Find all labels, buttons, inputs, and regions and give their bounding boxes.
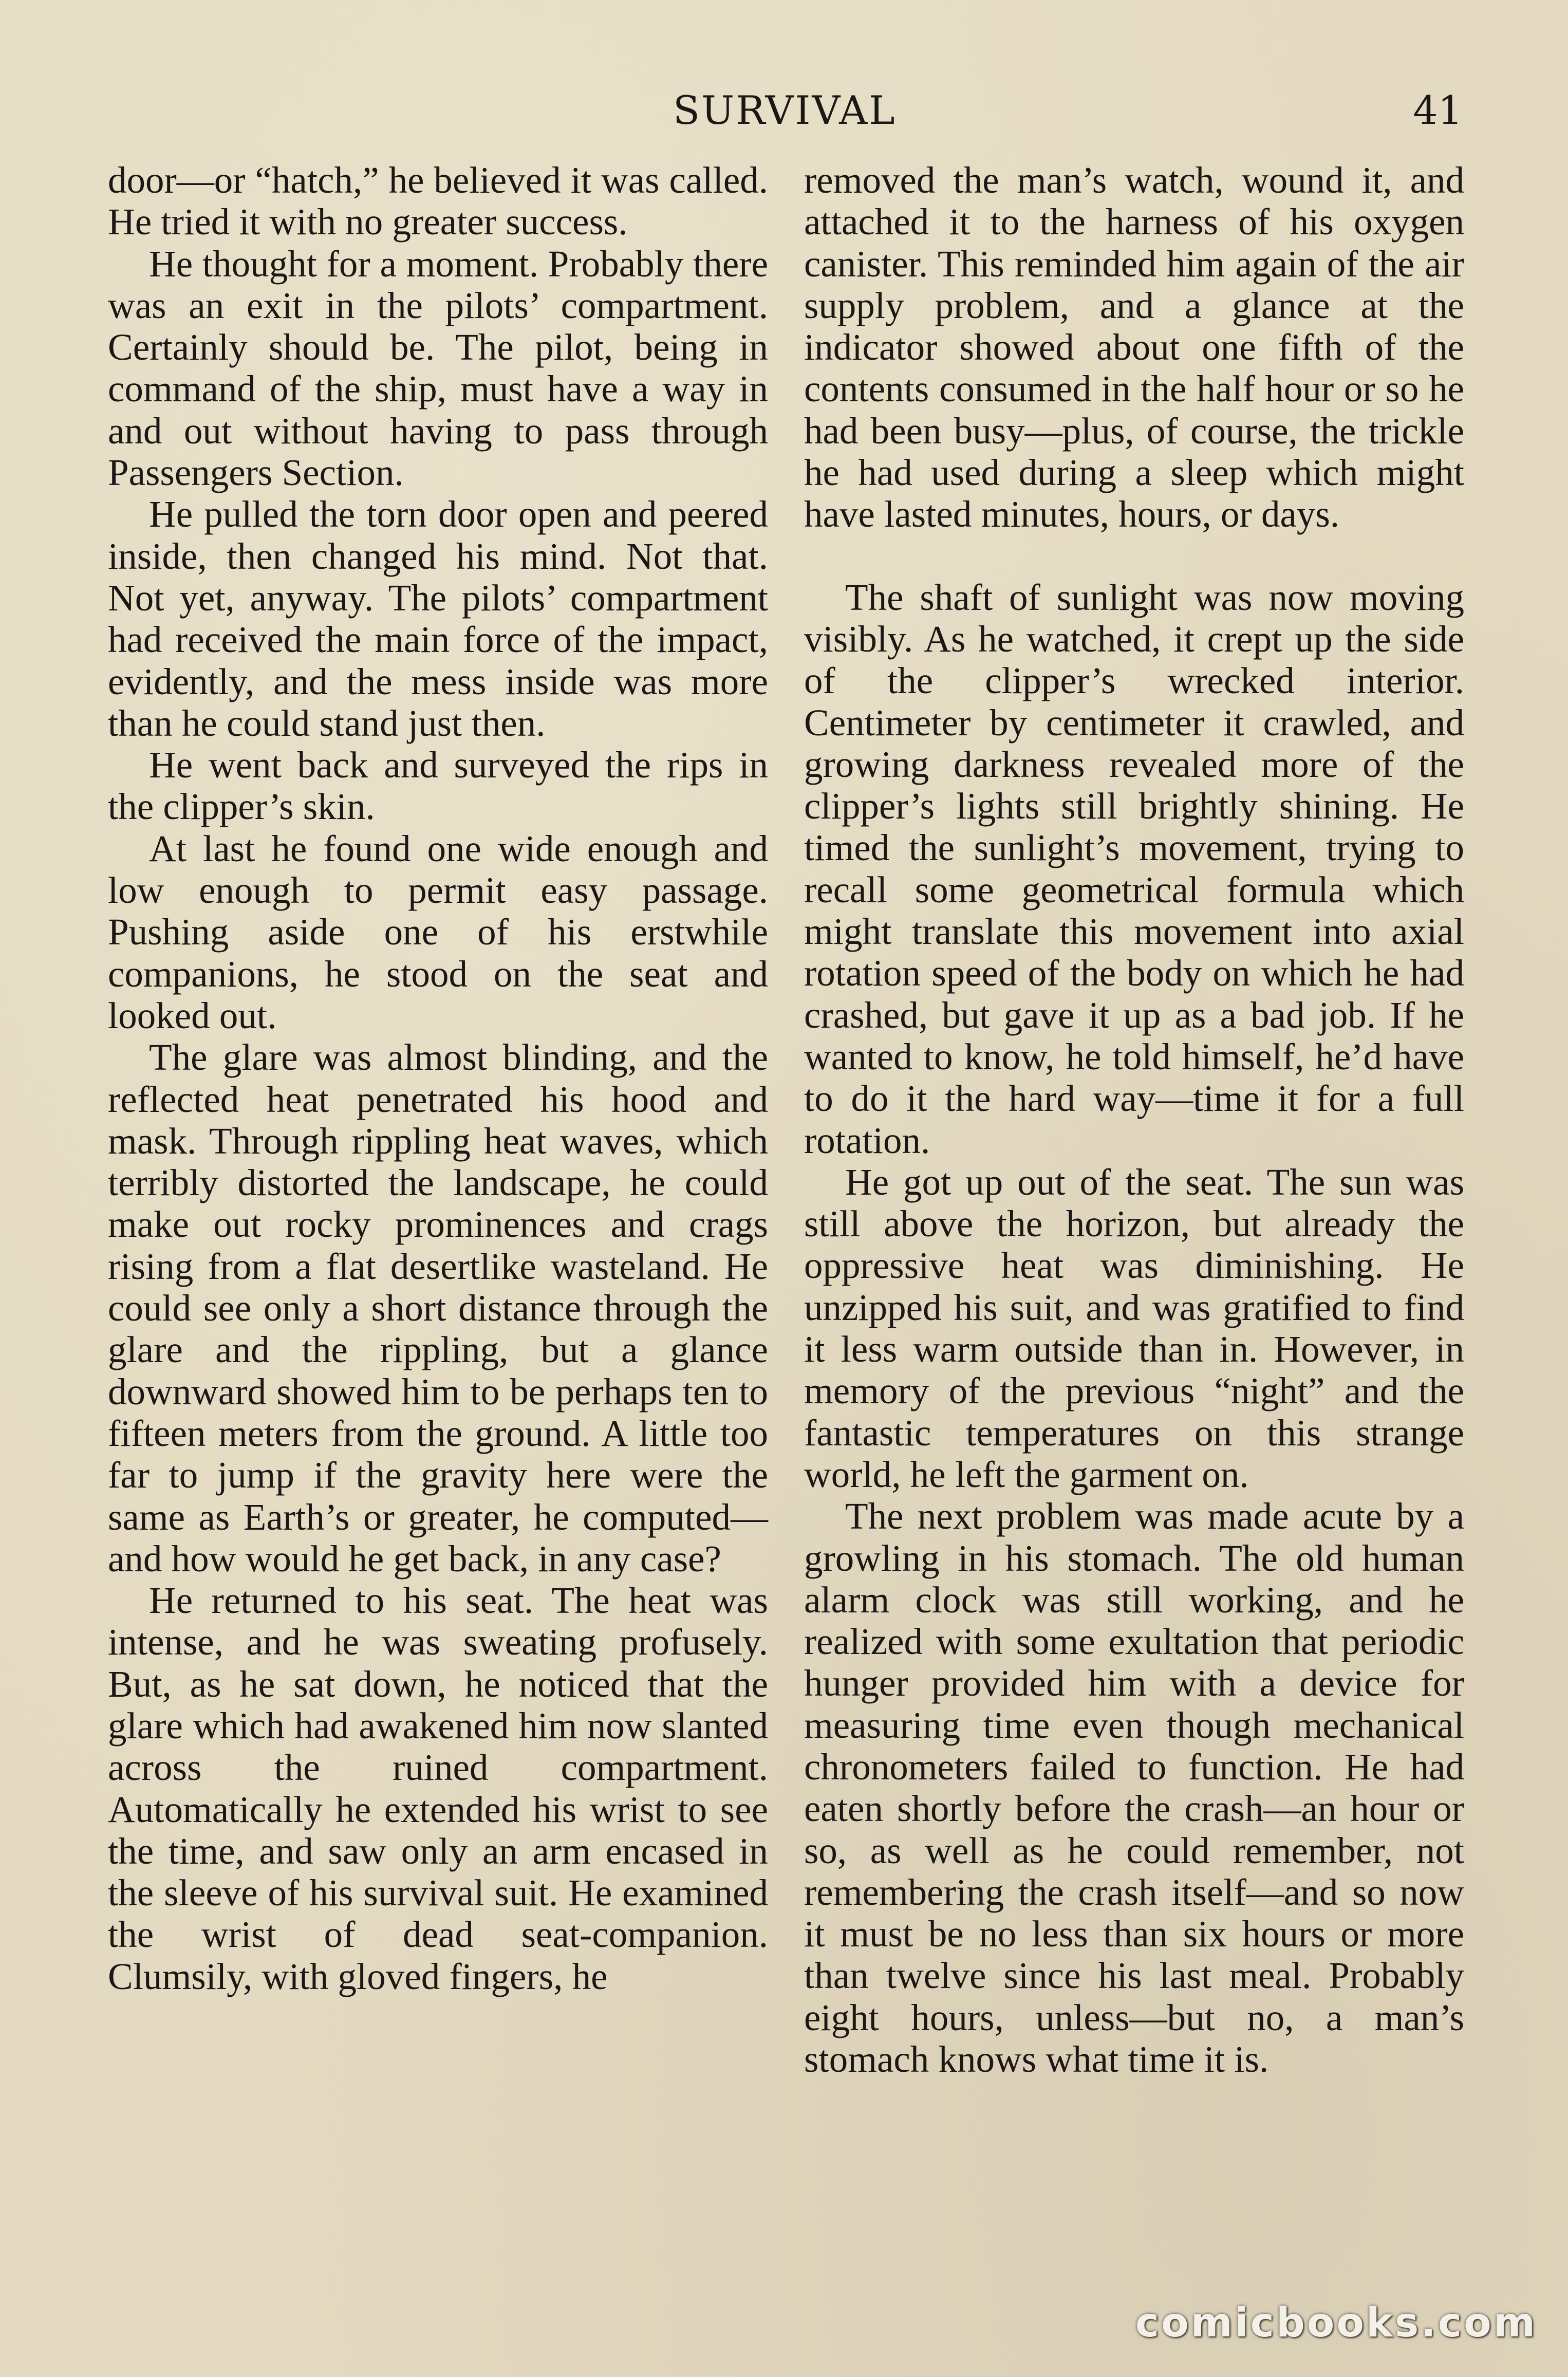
paragraph: He went back and surveyed the rips in the clipper’s skin.	[108, 744, 768, 828]
paragraph: door—or “hatch,” he believed it was called. He tried it with no greater success.	[108, 159, 768, 243]
right-column	[804, 159, 1464, 2080]
left-column	[108, 159, 768, 1997]
paragraph: The next problem was made acute by a growling in his stomach. The old human alarm clock was still working, and he realized with some exultation that periodic hunger provided him with a device for measuring time even though mechanical chronometers failed to function. He had eaten shortly before the crash—an hour or so, as well as he could remember, not remembering the crash itself—and so now it must be no less than six hours or more than twelve since his last meal. Probably eight hours, unless—but no, a man’s stomach knows what time it is.	[804, 1495, 1464, 2081]
paragraph: He returned to his seat. The heat was intense, and he was sweating profusely. But, as he sat down, he noticed that the glare which had awakened him now slanted across the ruined compartment. Automatically he extended his wrist to see the time, and saw only an arm encased in the sleeve of his survival suit. He examined the wrist of dead seat-companion. Clumsily, with gloved fingers, he	[108, 1580, 768, 1997]
page-header	[0, 82, 1568, 144]
paragraph: The glare was almost blinding, and the reflected heat penetrated his hood and mask. Through rippling heat waves, which terribly distorted the landscape, he could make out rocky prominences and crags rising from a flat desertlike wasteland. He could see only a short distance through the glare and the rippling, but a glance downward showed him to be perhaps ten to fifteen meters from the ground. A little too far to jump if the gravity here were the same as Earth’s or greater, he computed—and how would he get back, in any case?	[108, 1036, 768, 1580]
watermark: comicbooks.com	[1135, 2300, 1537, 2346]
paragraph: removed the man’s watch, wound it, and attached it to the harness of his oxygen canister. This reminded him again of the air supply problem, and a glance at the indicator showed about one fifth of the contents consumed in the half hour or so he had been busy—plus, of course, the trickle he had used during a sleep which might have lasted minutes, hours, or days.	[804, 159, 1464, 535]
paragraph: The shaft of sunlight was now moving visibly. As he watched, it crept up the side of the clipper’s wrecked interior. Centimeter by centimeter it crawled, and growing darkness revealed more of the clipper’s lights still brightly shining. He timed the sunlight’s movement, trying to recall some geometrical formula which might translate this movement into axial rotation speed of the body on which he had crashed, but gave it up as a bad job. If he wanted to know, he told himself, he’d have to do it the hard way—time it for a full rotation.	[804, 576, 1464, 1161]
paragraph: He got up out of the seat. The sun was still above the horizon, but already the oppressive heat was diminishing. He unzipped his suit, and was gratified to find it less warm outside than in. However, in memory of the previous “night” and the fantastic temperatures on this strange world, he left the garment on.	[804, 1161, 1464, 1495]
paragraph: At last he found one wide enough and low enough to permit easy passage. Pushing aside one of his erstwhile companions, he stood on the seat and looked out.	[108, 827, 768, 1036]
paragraph: He thought for a moment. Probably there was an exit in the pilots’ compartment. Certainly should be. The pilot, being in command of the ship, must have a way in and out without having to pass through Passengers Section.	[108, 243, 768, 494]
paragraph: He pulled the torn door open and peered inside, then changed his mind. Not that. Not yet, anyway. The pilots’ compartment had received the main force of the impact, evidently, and the mess inside was more than he could stand just then.	[108, 493, 768, 744]
page-number: 41	[1413, 87, 1463, 133]
running-title: SURVIVAL	[673, 87, 897, 133]
